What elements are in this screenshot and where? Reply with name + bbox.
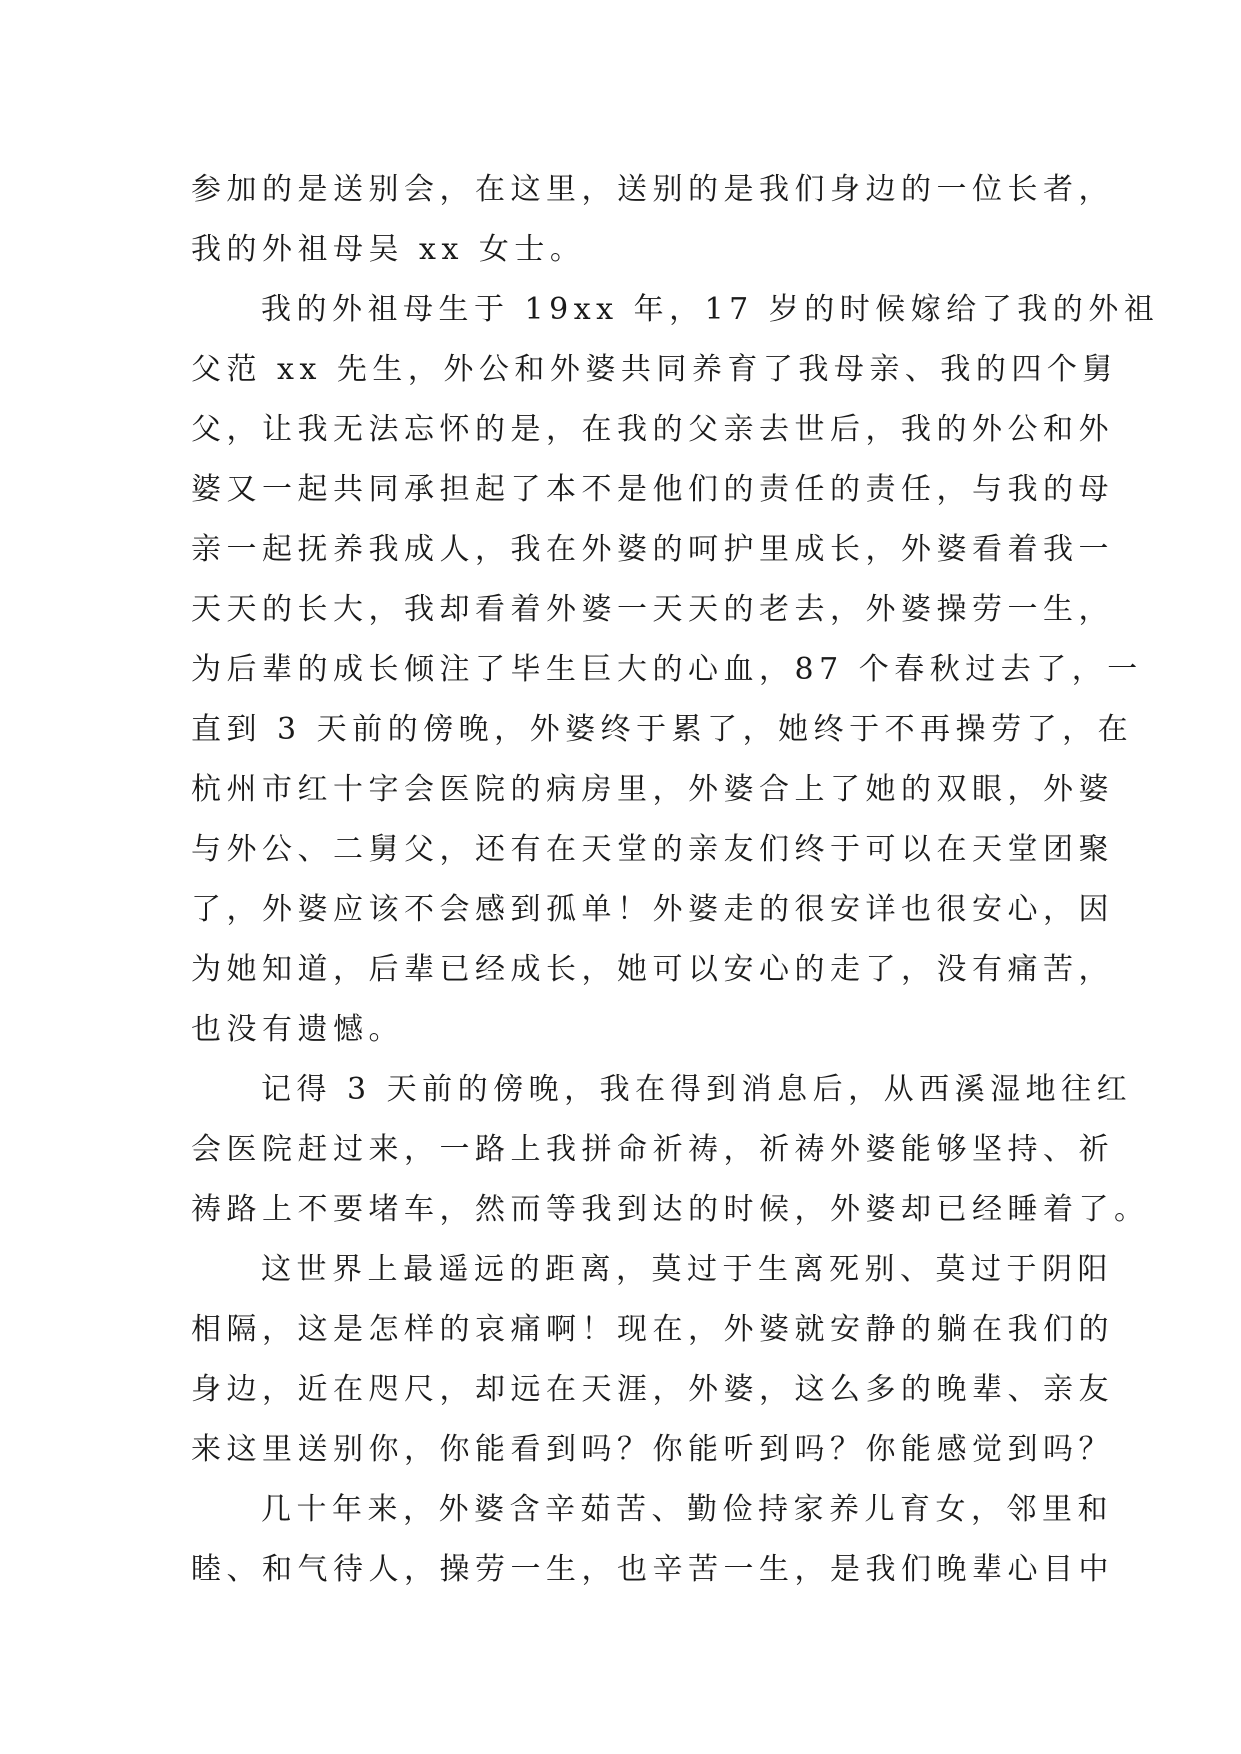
paragraph-start-line: 我的外祖母生于 19xx 年，17 岁的时候嫁给了我的外祖 — [261, 292, 1160, 327]
text-line: 杭州市红十字会医院的病房里，外婆合上了她的双眼，外婆 — [191, 772, 1114, 807]
document-body — [191, 160, 1160, 1600]
text-line: 也没有遗憾。 — [191, 1012, 404, 1047]
text-line: 了，外婆应该不会感到孤单！外婆走的很安详也很安心，因 — [191, 892, 1114, 927]
paragraph-start-line: 记得 3 天前的傍晚，我在得到消息后，从西溪湿地往红 — [261, 1072, 1133, 1107]
text-line: 为后辈的成长倾注了毕生巨大的心血，87 个春秋过去了，一 — [191, 652, 1143, 687]
text-line: 祷路上不要堵车，然而等我到达的时候，外婆却已经睡着了。 — [191, 1192, 1150, 1227]
paragraph-start-line: 几十年来，外婆含辛茹苦、勤俭持家养儿育女，邻里和 — [261, 1492, 1113, 1527]
text-line: 父，让我无法忘怀的是，在我的父亲去世后，我的外公和外 — [191, 412, 1114, 447]
text-line: 相隔，这是怎样的哀痛啊！现在，外婆就安静的躺在我们的 — [191, 1312, 1114, 1347]
text-line: 与外公、二舅父，还有在天堂的亲友们终于可以在天堂团聚 — [191, 832, 1114, 867]
text-line: 身边，近在咫尺，却远在天涯，外婆，这么多的晚辈、亲友 — [191, 1372, 1114, 1407]
text-line: 直到 3 天前的傍晚，外婆终于累了，她终于不再操劳了，在 — [191, 712, 1134, 747]
text-line: 会医院赶过来，一路上我拼命祈祷，祈祷外婆能够坚持、祈 — [191, 1132, 1114, 1167]
text-line: 婆又一起共同承担起了本不是他们的责任的责任，与我的母 — [191, 472, 1114, 507]
text-line: 亲一起抚养我成人，我在外婆的呵护里成长，外婆看着我一 — [191, 532, 1114, 567]
text-line: 睦、和气待人，操劳一生，也辛苦一生，是我们晚辈心目中 — [191, 1552, 1114, 1587]
text-line: 为她知道，后辈已经成长，她可以安心的走了，没有痛苦， — [191, 952, 1114, 987]
paragraph-start-line: 这世界上最遥远的距离，莫过于生离死别、莫过于阴阳 — [261, 1252, 1113, 1287]
text-line: 我的外祖母吴 xx 女士。 — [191, 232, 586, 267]
text-line: 父范 xx 先生，外公和外婆共同养育了我母亲、我的四个舅 — [191, 352, 1118, 387]
text-line: 参加的是送别会，在这里，送别的是我们身边的一位长者， — [191, 172, 1114, 207]
text-line: 来这里送别你，你能看到吗？你能听到吗？你能感觉到吗？ — [191, 1432, 1114, 1467]
text-line: 天天的长大，我却看着外婆一天天的老去，外婆操劳一生， — [191, 592, 1114, 627]
